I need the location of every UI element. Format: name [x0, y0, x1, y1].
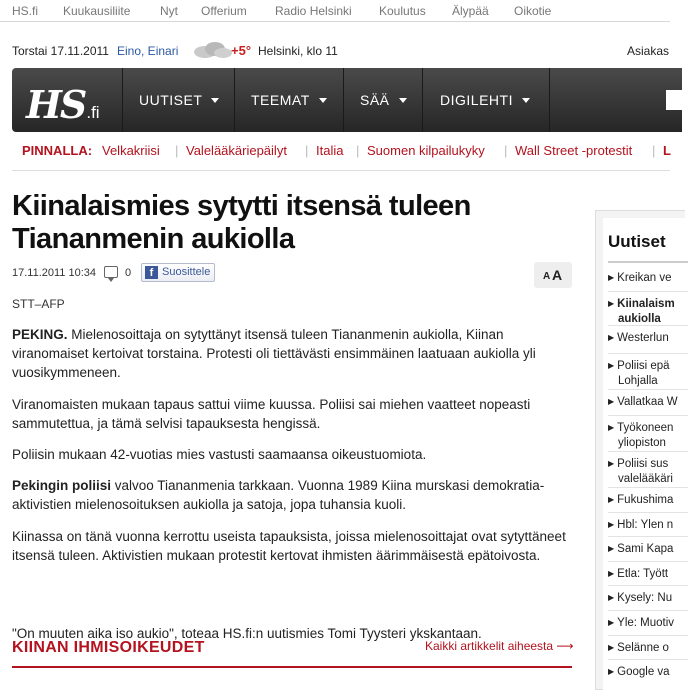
arrow-right-icon: ▶ [608, 459, 615, 468]
sidebar-news-line: Vallatkaa W [617, 396, 678, 408]
sidebar-news-item[interactable] [608, 640, 688, 656]
nav-separator [122, 68, 123, 132]
sidebar-news-item[interactable] [608, 358, 688, 389]
trending-separator: | [504, 143, 508, 158]
paragraph-text: Viranomaisten mukaan tapaus sattui viime kuussa. Poliisi sai miehen vaatteet nopeasti sammutettua, ja tämä selvisi tapauksesta hengissä. [12, 397, 531, 431]
arrow-right-icon: ▶ [608, 544, 615, 553]
sidebar-news-line: Fukushima [617, 494, 674, 506]
arrow-right-icon: ▶ [608, 397, 615, 406]
sidebar-news-item[interactable] [608, 456, 688, 487]
paragraph-lead: PEKING. [12, 327, 68, 342]
customer-link[interactable]: Asiakas [627, 44, 670, 58]
sidebar-divider [608, 451, 688, 452]
paragraph-text: "On muuten aika iso aukio", toteaa HS.fi:n uutismies Tomi Tyysteri ykskantaan. [12, 626, 482, 641]
sidebar-news-line: yliopiston [618, 437, 666, 449]
nav-search-box[interactable] [666, 90, 682, 110]
trending-separator: | [652, 143, 656, 158]
sidebar-news-item[interactable] [608, 590, 688, 606]
top-link-alypaa[interactable]: Älypää [452, 4, 489, 18]
nav-teemat[interactable] [251, 68, 327, 132]
arrow-right-icon: ▶ [608, 423, 615, 432]
article-paragraph [12, 325, 567, 382]
sidebar-news-item[interactable] [608, 270, 688, 286]
sidebar-news-item[interactable] [608, 420, 688, 451]
sidebar-news-item[interactable] [608, 330, 688, 346]
sidebar-news-line: valelääkäri [618, 473, 673, 485]
sidebar-divider [608, 415, 688, 416]
arrow-right-icon: ▶ [608, 495, 615, 504]
top-link-hs[interactable]: HS.fi [12, 4, 39, 18]
sidebar-news-item[interactable] [608, 664, 688, 680]
sidebar-news-line: Kysely: Nu [617, 592, 673, 604]
chevron-down-icon [211, 98, 219, 103]
arrow-right-icon: ▶ [608, 361, 615, 370]
trending-separator: | [356, 143, 360, 158]
trending-bar [0, 143, 670, 163]
article-headline: Kiinalaismies sytytti itsensä tuleen Tiananmenin aukiolla [12, 190, 471, 255]
related-section-title[interactable]: KIINAN IHMISOIKEUDET [12, 639, 205, 656]
nav-digilehti-label: DIGILEHTI [440, 92, 513, 108]
arrow-right-icon: ▶ [608, 593, 615, 602]
sidebar-divider [608, 585, 688, 586]
divider [12, 170, 670, 171]
sidebar-news-line: Sami Kapa [617, 543, 674, 555]
trending-separator: | [175, 143, 179, 158]
arrow-right-icon: ▶ [608, 299, 615, 308]
sidebar-divider [608, 389, 688, 390]
top-link-kuukausiliite[interactable]: Kuukausiliite [63, 4, 131, 18]
sidebar-news-item[interactable] [608, 615, 688, 631]
main-nav-bar [12, 68, 682, 132]
top-link-offerium[interactable]: Offerium [201, 4, 247, 18]
sidebar-divider [608, 659, 688, 660]
trending-label: PINNALLA: [22, 143, 93, 158]
arrow-right-icon: ▶ [608, 667, 615, 676]
paragraph-text: Poliisin mukaan 42-vuotias mies vastusti saamaansa oikeustuomiota. [12, 447, 427, 462]
section-underline [12, 666, 572, 668]
sidebar-news-line: Poliisi epä [617, 360, 670, 372]
sidebar-news-item[interactable] [608, 566, 688, 582]
nav-separator [343, 68, 344, 132]
chevron-down-icon [399, 98, 407, 103]
news-sidebar [595, 210, 685, 690]
top-link-radio-helsinki[interactable]: Radio Helsinki [275, 4, 352, 18]
text-size-large[interactable]: A [552, 267, 563, 283]
nav-digilehti[interactable] [440, 68, 530, 132]
article-paragraph [12, 476, 567, 514]
sidebar-divider [608, 325, 688, 326]
arrow-right-icon: ▶ [608, 333, 615, 342]
nav-teemat-label: TEEMAT [251, 92, 310, 108]
nav-uutiset[interactable] [139, 68, 219, 132]
name-day[interactable]: Eino, Einari [117, 44, 179, 58]
facebook-icon: f [145, 266, 158, 279]
sidebar-news-line: Kiinalaism [617, 298, 675, 310]
sidebar-divider [608, 561, 688, 562]
arrow-right-icon: ▶ [608, 273, 615, 282]
cloud-icon [191, 41, 233, 59]
paragraph-text: Kiinassa on tänä vuonna kerrottu useista tapauksista, joissa mielenosoittajat ovat sytyttäneet itsensä tuleen. Aktivistien mukaan protestit kertovat ihmisten äärimmäisestä epätoivosta. [12, 529, 566, 563]
trending-item[interactable]: Valelääkäriepäilyt [186, 143, 287, 158]
sidebar-news-line: Yle: Muotiv [617, 617, 675, 629]
hs-logo[interactable] [26, 82, 100, 127]
comment-icon[interactable] [104, 266, 118, 278]
facebook-recommend-label: Suosittele [162, 266, 211, 278]
temperature: +5° [231, 43, 252, 58]
sidebar-news-line: Lohjalla [618, 375, 658, 387]
sidebar-news-line: Kreikan ve [617, 272, 672, 284]
trending-item[interactable]: L [663, 143, 671, 158]
trending-item[interactable]: Italia [316, 143, 344, 158]
comment-count[interactable]: 0 [125, 267, 132, 279]
nav-separator [422, 68, 423, 132]
logo-main: HS [26, 82, 86, 127]
sidebar-divider [608, 353, 688, 354]
sidebar-divider [608, 610, 688, 611]
sidebar-news-line: Google va [617, 666, 670, 678]
nav-saa-label: SÄÄ [360, 92, 390, 108]
arrow-right-icon: ▶ [608, 520, 615, 529]
sidebar-news-line: Hbl: Ylen n [617, 519, 674, 531]
sidebar-news-item[interactable] [608, 296, 688, 327]
nav-saa[interactable] [360, 68, 407, 132]
sidebar-news-line: aukiolla [618, 313, 661, 325]
trending-separator: | [305, 143, 309, 158]
sidebar-news-line: Etla: Tyött [617, 568, 669, 580]
nav-separator [549, 68, 550, 132]
logo-suffix: .fi [86, 103, 100, 122]
trending-item[interactable]: Velkakriisi [102, 143, 160, 158]
nav-uutiset-label: UUTISET [139, 92, 203, 108]
sidebar-news-item[interactable] [608, 394, 688, 410]
top-link-nyt[interactable]: Nyt [160, 4, 178, 18]
sidebar-divider [608, 487, 688, 488]
current-date: Torstai 17.11.2011 [12, 44, 109, 58]
trending-item[interactable]: Suomen kilpailukyky [367, 143, 485, 158]
sidebar-news-line: Westerlun [617, 332, 669, 344]
weather-place-time[interactable]: Helsinki, klo 11 [258, 44, 338, 58]
nav-separator [234, 68, 235, 132]
sidebar-news-line: Poliisi sus [617, 458, 669, 470]
article-paragraph [12, 395, 567, 433]
sidebar-news-line: Työkoneen [617, 422, 674, 434]
sidebar-news-line: Selänne o [617, 642, 669, 654]
paragraph-text: valvoo Tiananmenia tarkkaan. Vuonna 1989 Kiina murskasi demokratia-aktivistien mielenosoituksen aukiolla ja satoja, jopa tuhansia kuoli. [12, 478, 545, 512]
sidebar-divider [608, 536, 688, 537]
top-link-oikotie[interactable]: Oikotie [514, 4, 552, 18]
sidebar-title: Uutiset [608, 232, 666, 251]
paragraph-text: Mielenosoittaja on sytyttänyt itsensä tuleen Tiananmenin aukiolla, Kiinan viranomaiset kertoivat torstaina. Protesti oli tiettävästi ensimmäinen laatuaan aukiolla yli vuosikymmeneen. [12, 327, 536, 380]
text-size-button[interactable] [534, 262, 572, 288]
trending-item[interactable]: Wall Street -protestit [515, 143, 633, 158]
chevron-down-icon [522, 98, 530, 103]
article-paragraph [12, 527, 567, 565]
sidebar-divider [608, 291, 688, 292]
arrow-right-icon: ▶ [608, 569, 615, 578]
article-timestamp: 17.11.2011 10:34 [12, 267, 97, 279]
article-source: STT–AFP [12, 297, 65, 311]
arrow-right-icon: ▶ [608, 618, 615, 627]
sidebar-divider [608, 635, 688, 636]
article-paragraph [12, 445, 567, 464]
chevron-down-icon [319, 98, 327, 103]
sidebar-rule [608, 261, 688, 263]
sidebar-news-item[interactable] [608, 492, 688, 508]
sidebar-news-item[interactable] [608, 517, 688, 533]
news-sidebar-panel [603, 218, 693, 698]
sidebar-news-item[interactable] [608, 541, 688, 557]
facebook-recommend-button[interactable] [141, 263, 215, 282]
arrow-right-icon: ▶ [608, 643, 615, 652]
paragraph-lead: Pekingin poliisi [12, 478, 112, 493]
related-all-articles-link[interactable]: Kaikki artikkelit aiheesta ⟶ [425, 639, 574, 653]
top-links-bar [0, 0, 670, 22]
top-link-koulutus[interactable]: Koulutus [379, 4, 426, 18]
sidebar-divider [608, 512, 688, 513]
text-size-small[interactable]: A [543, 271, 551, 282]
